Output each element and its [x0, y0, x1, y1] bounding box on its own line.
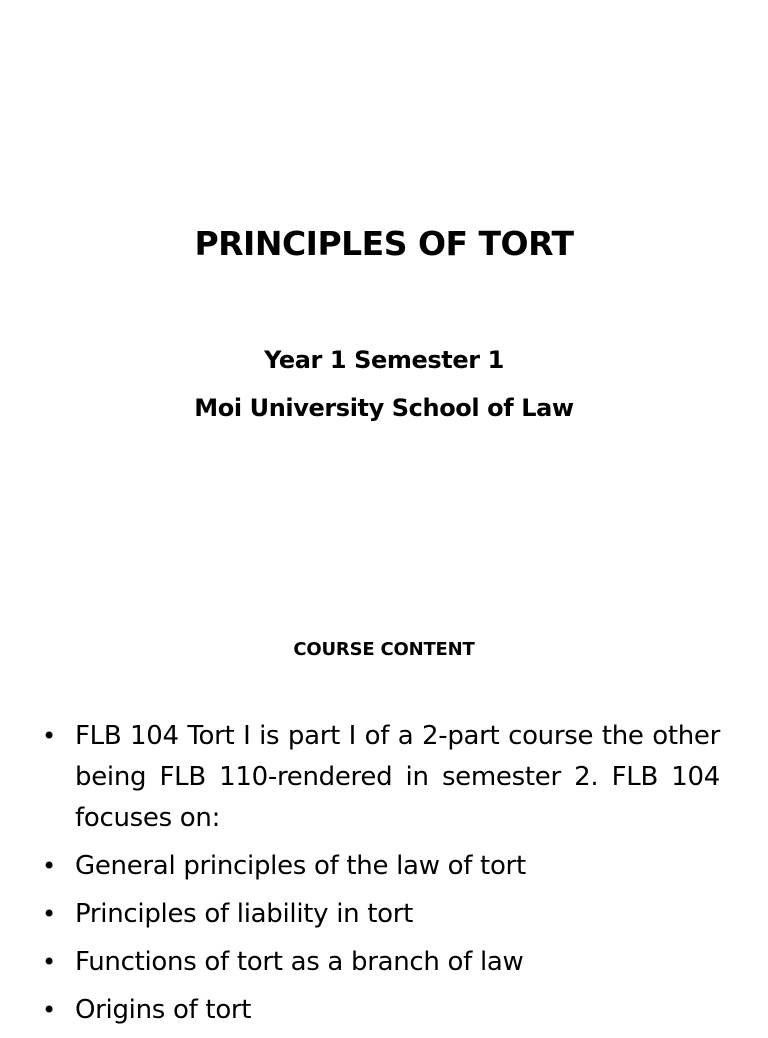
subtitle-block [0, 336, 768, 432]
bullet-icon: • [42, 900, 56, 928]
list-item [40, 942, 720, 983]
bullet-icon: • [42, 996, 56, 1024]
slide-title: PRINCIPLES OF TORT [194, 224, 574, 263]
subtitle-institution: Moi University School of Law [194, 394, 574, 422]
list-item-text: Principles of liability in tort [75, 899, 414, 929]
course-content-list [40, 716, 720, 1038]
list-item-text: FLB 104 Tort I is part I of a 2-part course the other being FLB 110-rendered in semester 2. FLB 104 focuses on: [75, 721, 720, 833]
list-item-text: Origins of tort [75, 995, 252, 1025]
list-item-text: Functions of tort as a branch of law [75, 947, 524, 977]
list-item [40, 990, 720, 1031]
course-content-heading: COURSE CONTENT [293, 639, 475, 660]
list-item [40, 846, 720, 887]
list-item-text: General principles of the law of tort [75, 851, 526, 881]
bullet-icon: • [42, 852, 56, 880]
subtitle-year-semester: Year 1 Semester 1 [264, 346, 504, 374]
list-item [40, 894, 720, 935]
bullet-icon: • [42, 948, 56, 976]
bullet-icon: • [42, 722, 56, 750]
list-item [40, 716, 720, 839]
